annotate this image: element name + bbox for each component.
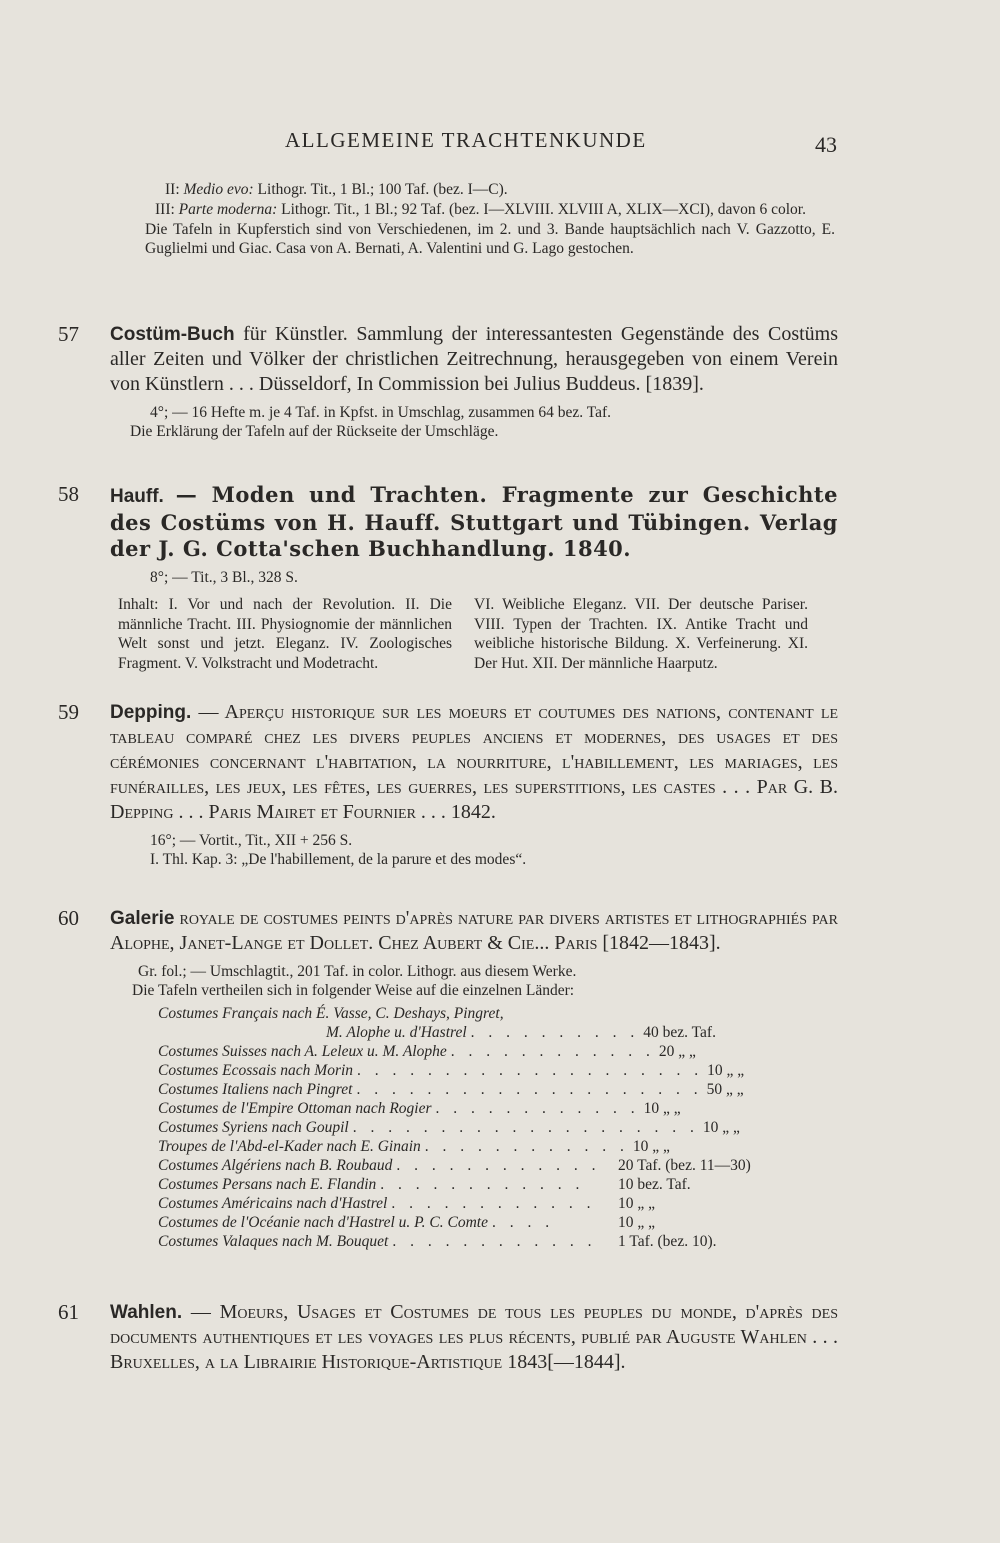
- distribution-row: Costumes Américains nach d'Hastrel . . . . . . . . . . . . 10 „ „: [158, 1195, 656, 1212]
- entry-59: [58, 700, 838, 869]
- entry-title: — Moden und Trachten. Fragmente zur Geschichte des Costüms von H. Hauff. Stuttgart und Tübingen. Verlag der J. G. Cotta'schen Buchhandlung. 1840.: [110, 482, 838, 561]
- distribution-row: Costumes Persans nach E. Flandin . . . . . . . . . . . . 10 bez. Taf.: [158, 1176, 691, 1193]
- entry-60: [58, 906, 838, 1251]
- distribution-row: Costumes Syriens nach Goupil . . . . . . . . . . . . . . . . . . . . 10 „ „: [158, 1119, 740, 1136]
- volume-3: III: Parte moderna: Lithogr. Tit., 1 Bl.; 92 Taf. (bez. I—XLVIII. XLVIII A, XLIX—XCI), davon 6 color.: [155, 201, 806, 218]
- entry-number: 58: [58, 482, 79, 506]
- entry-57: [58, 322, 838, 441]
- volume-2: II: Medio evo: Lithogr. Tit., 1 Bl.; 100 Taf. (bez. I—C).: [165, 181, 508, 198]
- distribution-row: Costumes Ecossais nach Morin . . . . . . . . . . . . . . . . . . . . 10 „ „: [158, 1062, 745, 1079]
- entry-title: — Moeurs, Usages et Costumes de tous les peuples du monde, d'après des documents authentiques et les voyages les plus récents, publié par Auguste Wahlen . . . Bruxelles, a la Librairie Historique-Artistique 1843[—1844].: [110, 1301, 838, 1373]
- note: Die Erklärung der Tafeln auf der Rückseite der Umschläge.: [130, 423, 499, 440]
- distribution-row: Costumes Valaques nach M. Bouquet . . . . . . . . . . . . 1 Taf. (bez. 10).: [158, 1233, 717, 1250]
- note: I. Thl. Kap. 3: „De l'habillement, de la parure et des modes“.: [150, 851, 527, 868]
- collation: 8°; — Tit., 3 Bl., 328 S.: [150, 569, 298, 586]
- entry-author: Wahlen.: [110, 1302, 183, 1323]
- distribution-row: Costumes Italiens nach Pingret . . . . . . . . . . . . . . . . . . . . 50 „ „: [158, 1081, 744, 1098]
- entry-number: 61: [58, 1300, 79, 1324]
- distribution-row: Costumes Suisses nach A. Leleux u. M. Alophe . . . . . . . . . . . . 20 „ „: [158, 1043, 696, 1060]
- entry-title: — Aperçu historique sur les moeurs et coutumes des nations, contenant le tableau comparé chez les divers peuples anciens et modernes, des usages et des cérémonies concernant l'habitation, la nourriture, l'habillement, les mariages, les funérailles, les jeux, les fêtes, les guerres, les superstitions, les castes . . . Par G. B. Depping . . . Paris Mairet et Fournier . . . 1842.: [110, 701, 838, 823]
- entry-58: [58, 482, 838, 673]
- entry-61: [58, 1300, 838, 1375]
- collation: 16°; — Vortit., Tit., XII + 256 S.: [150, 832, 353, 849]
- distribution-row: M. Alophe u. d'Hastrel . . . . . . . . . . 40 bez. Taf.: [326, 1024, 716, 1041]
- distribution-row: Costumes de l'Océanie nach d'Hastrel u. P. C. Comte . . . . 10 „ „: [158, 1214, 656, 1231]
- note: Die Tafeln vertheilen sich in folgender Weise auf die einzelnen Länder:: [132, 982, 575, 999]
- entry-author: Depping.: [110, 702, 192, 723]
- distribution-row: Costumes de l'Empire Ottoman nach Rogier . . . . . . . . . . . . 10 „ „: [158, 1100, 681, 1117]
- collation: Gr. fol.; — Umschlagtit., 201 Taf. in color. Lithogr. aus diesem Werke.: [138, 963, 577, 980]
- entry-title: für Künstler. Sammlung der interessantesten Gegenstände des Costüms aller Zeiten und Völker der christlichen Zeitrechnung, herausgegeben von einem Verein von Künstlern . . . Düsseldorf, In Commission bei Julius Buddeus. [1839].: [110, 323, 838, 395]
- contents-left: Inhalt: I. Vor und nach der Revolution. II. Die männliche Tracht. III. Physiognomie der männlichen Welt sonst und jetzt. Eleganz. IV. Zoologisches Fragment. V. Volkstracht und Modetracht.: [118, 596, 452, 672]
- entry-title: royale de costumes peints d'après nature par divers artistes et lithographiés par Alophe, Janet-Lange et Dollet. Chez Aubert & Cie... Paris [1842—1843].: [110, 907, 838, 954]
- contents-right: VI. Weibliche Eleganz. VII. Der deutsche Pariser. VIII. Typen der Trachten. IX. Antike Tracht und weibliche historische Bildung. X. Verfeinerung. XI. Der Hut. XII. Der männliche Haarputz.: [474, 596, 808, 672]
- contents-columns: [118, 595, 808, 673]
- entry-author: Hauff.: [110, 486, 164, 507]
- distribution-row: Costumes Français nach É. Vasse, C. Deshays, Pingret,: [158, 1005, 504, 1022]
- distribution-row: Costumes Algériens nach B. Roubaud . . . . . . . . . . . . 20 Taf. (bez. 11—30): [158, 1157, 751, 1174]
- distribution-table: [158, 1004, 778, 1251]
- entry-number: 60: [58, 906, 79, 930]
- entry-number: 57: [58, 322, 79, 346]
- distribution-row: Troupes de l'Abd-el-Kader nach E. Ginain . . . . . . . . . . . . 10 „ „: [158, 1138, 670, 1155]
- engraving-note: Die Tafeln in Kupferstich sind von Verschiedenen, im 2. und 3. Bande hauptsächlich nach V. Gazzotto, E. Guglielmi und Giac. Casa von A. Bernati, A. Valentini und G. Lago gestochen.: [145, 221, 835, 257]
- running-head: ALLGEMEINE TRACHTENKUNDE: [285, 128, 647, 152]
- continued-entry: [145, 180, 835, 258]
- entry-author: Galerie: [110, 908, 175, 929]
- entry-number: 59: [58, 700, 79, 724]
- collation: 4°; — 16 Hefte m. je 4 Taf. in Kpfst. in Umschlag, zusammen 64 bez. Taf.: [150, 404, 612, 421]
- entry-author: Costüm-Buch: [110, 324, 235, 345]
- page-number: 43: [815, 132, 837, 157]
